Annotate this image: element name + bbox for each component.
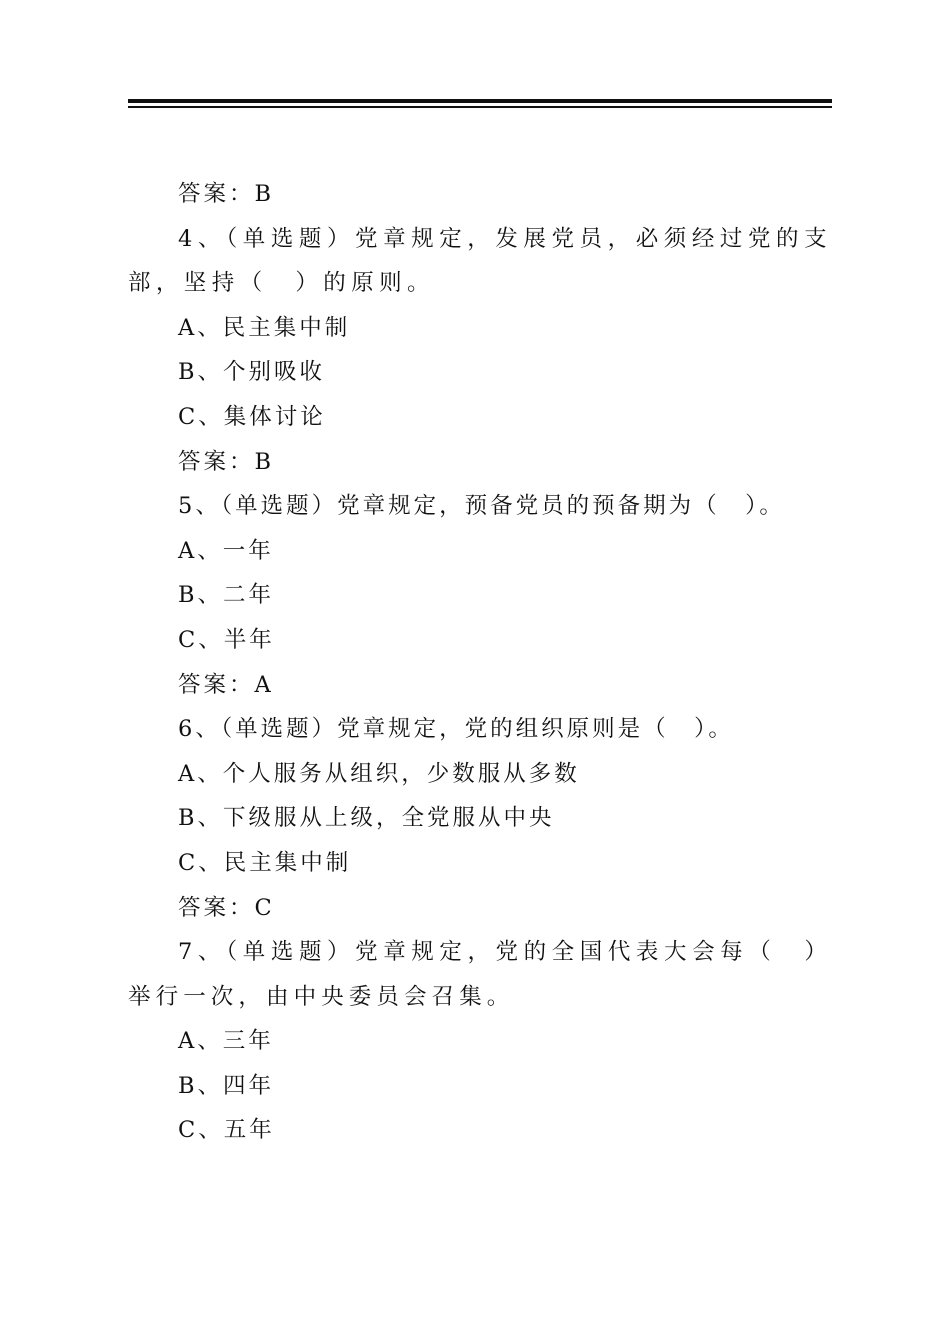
header-rule-thick: [128, 99, 832, 103]
option-b: B、个别吸收: [178, 359, 326, 386]
question-stem: 7、（单选题）党章规定，党的全国代表大会每（ ）举行一次，由中央委员会召集。: [128, 939, 832, 1010]
answer-line: 答案：B: [178, 181, 275, 207]
option-a: A、三年: [178, 1028, 274, 1055]
answer-line: 答案：A: [178, 671, 274, 698]
question-list: [128, 172, 832, 1153]
answer-line: 答案：C: [178, 894, 275, 921]
question-stem: 5、（单选题）党章规定，预备党员的预备期为（ ）。: [178, 493, 785, 520]
option-a: A、个人服务从组织，少数服从多数: [178, 760, 580, 787]
question-stem: 4、（单选题）党章规定，发展党员，必须经过党的支部，坚持（ ）的原则。: [128, 225, 832, 297]
option-c: C、集体讨论: [178, 403, 326, 430]
answer-line: 答案：B: [178, 448, 275, 475]
question-stem: 6、（单选题）党章规定，党的组织原则是（ ）。: [178, 716, 734, 743]
option-a: A、一年: [178, 537, 274, 564]
option-a: A、民主集中制: [178, 314, 351, 341]
option-b: B、下级服从上级，全党服从中央: [178, 805, 555, 832]
option-c: C、五年: [178, 1117, 275, 1144]
option-b: B、二年: [178, 582, 275, 609]
header-double-rule: [128, 99, 832, 109]
option-b: B、四年: [178, 1072, 275, 1099]
option-c: C、半年: [178, 626, 275, 653]
header-rule-thin: [128, 106, 832, 108]
option-c: C、民主集中制: [178, 849, 352, 876]
